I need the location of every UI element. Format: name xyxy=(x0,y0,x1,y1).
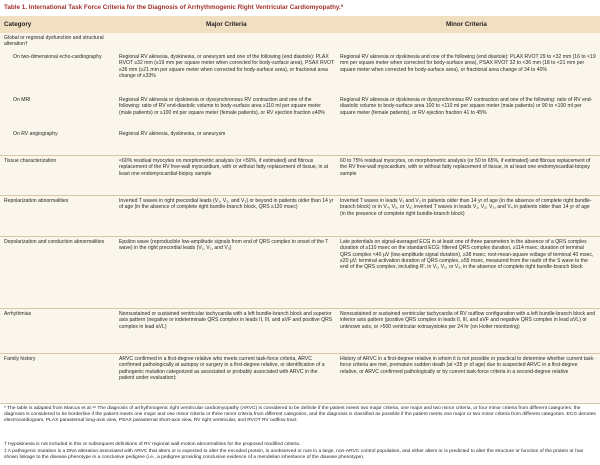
table-row xyxy=(0,95,600,129)
footnote-dagger: † Hypokinesia is not included in this or subsequent definitions of RV regional wall-motion abnormalities for the proposed modified criteria. xyxy=(4,442,301,447)
table-title-text: International Task Force Criteria for the Diagnosis of Arrhythmogenic Right Ventricular Cardiomyopathy.* xyxy=(26,4,344,11)
row-minor: Regional RV akinesia or dyskinesia or dyssynchronous RV contraction and one of the following: ratio of RV end-diastolic volume to body-surface area 100 to <110 ml per square meter (male patients) or 90 to <100 ml per square meter (female patients), or RV ejection fraction 41 to 45% xyxy=(340,97,593,116)
row-major: Regional RV akinesia, dyskinesia, or aneurysm and one of the following (end diastole): PLAX RVOT ≥32 mm (≥19 mm per square meter when corrected for body-surface area), PSAX RVOT ≥36 mm (≥21 mm per square meter when corrected for body-surface area), or fractional area change of ≤33% xyxy=(119,54,334,79)
row-major: Nonsustained or sustained ventricular tachycardia with a left bundle-branch block and superior axis pattern (negative or indeterminate QRS complex in leads II, III, and aVF and positive QRS complex in lead aVL) xyxy=(119,311,333,330)
row-category: Depolarization and conduction abnormalities xyxy=(4,239,105,245)
row-category: Tissue characterization xyxy=(4,158,57,164)
row-minor: Regional RV akinesia or dyskinesia and one of the following (end diastole): PLAX RVOT 29 to <32 mm (16 to <19 mm per square meter when corrected for body-surface area), PSAX RVOT 32 to <36 mm (18 to <21 mm per square meter when corrected for body-surface area), or fractional area change of 34 to 40% xyxy=(340,54,596,73)
row-major: Regional RV akinesia, dyskinesia, or aneurysm xyxy=(119,131,226,137)
table-footnotes xyxy=(0,403,600,465)
row-minor: History of ARVC in a first-degree relative in whom it is not possible or practical to determine whether current task-force criteria are met, premature sudden death (at <35 yr of age) due to suspected ARVC in a first-degree relative, or ARVC confirmed pathologically or by current task-force criteria in a second-degree relative xyxy=(340,356,595,375)
row-category: Global or regional dysfunction and structural alteration† xyxy=(4,35,104,48)
table-row xyxy=(0,236,600,308)
footnote-double-dagger: ‡ A pathogenic mutation is a DNA alteration associated with ARVC that alters or is expected to alter the encoded protein, is unobserved or rare in a large, non-ARVC control population, and either alters or is predicted to alter the structure or function of the protein or has shown linkage to the disease phenotype in a conclusive pedigree (i.e., a pedigree providing conclusive evidence of a mendelian inheritance of the disease phenotype). xyxy=(4,449,584,460)
row-category: Repolarization abnormalities xyxy=(4,198,69,204)
row-minor: Inverted T waves in leads V₁ and V₂ in patients older than 14 yr of age (in the absence of complete right bundle-branch block) or in V₄, V₅, or V₆; inverted T waves in leads V₁, V₂, V₃, and V₄ in patients older than 14 yr of age (in the presence of complete right bundle-branch block) xyxy=(340,198,592,217)
table-row xyxy=(0,195,600,236)
table-row xyxy=(0,353,600,403)
header-minor: Minor Criteria xyxy=(446,21,487,28)
table-header xyxy=(0,16,600,33)
table-row xyxy=(0,308,600,353)
row-major: ARVC confirmed in a first-degree relative who meets current task-force criteria, ARVC confirmed pathologically at autopsy or surgery in a first-degree relative, or identification of a pathogenic mutation categorized as associated or probably associated with ARVC in the patient under evaluation‡ xyxy=(119,356,325,381)
row-major: Inverted T waves in right precordial leads (V₁, V₂, and V₃) or beyond in patients older than 14 yr of age (in the absence of complete right bundle-branch block, QRS ≥120 msec) xyxy=(119,198,334,211)
header-major: Major Criteria xyxy=(206,21,247,28)
table-row xyxy=(0,52,600,95)
row-category: Arrhythmias xyxy=(4,311,32,317)
table-title xyxy=(0,0,600,16)
row-minor: Nonsustained or sustained ventricular tachycardia of RV outflow configuration with a left bundle-branch block and inferior axis pattern (positive QRS complex in leads II, III, and aVF and negative QRS complex in lead aVL) or unknown axis, or >500 ventricular extrasystoles per 24 hr (on Holter monitoring) xyxy=(340,311,596,330)
header-category: Category xyxy=(4,21,32,28)
row-major: Regional RV akinesia or dyskinesia or dyssynchronous RV contraction and one of the following: ratio of RV end-diastolic volume to body-surface area ≥110 ml per square meter (male patients) or ≥100 ml per square meter (female patients), or RV ejection fraction ≤40% xyxy=(119,97,325,116)
row-major: Epsilon wave (reproducible low-amplitude signals from end of QRS complex to onset of the T wave) in the right precordial leads (V₁, V₂, and V₃) xyxy=(119,239,329,252)
row-category: On RV angiography xyxy=(13,131,58,137)
row-minor: 60 to 75% residual myocytes, on morphometric analysis (or 50 to 65%, if estimated) and fibrous replacement of the RV free-wall myocardium, with or without fatty replacement of tissue, in at least one endomyocardial-biopsy sample xyxy=(340,158,591,177)
footnote-asterisk: * The table is adapted from Marcus et al.⁴⁶ The diagnosis of arrhythmogenic right ventricular cardiomyopathy (ARVC) is considered to be definite if the patient meets two major criteria, one major and two minor criteria, or four minor criteria from different categories; the diagnosis is considered to be borderline if the patient meets one major and one minor criteria or three minor criteria from different categories, and the diagnosis is classified as possible if the patient meets one major or two minor criteria from different categories. ECG denotes electrocardiogram, PLAX parasternal long-axis view, PSAX parasternal short-axis view, RV right ventricular, and RVOT RV outflow tract. xyxy=(4,406,596,423)
row-category: On two-dimensional echo-cardiography xyxy=(13,54,102,60)
row-category: Family history xyxy=(4,356,36,362)
table-row xyxy=(0,33,600,52)
table-row xyxy=(0,129,600,155)
table-row xyxy=(0,155,600,195)
row-major: <60% residual myocytes on morphometric analysis (or <50%, if estimated) and fibrous replacement of the RV free-wall myocardium, with or without fatty replacement of tissue, in at least one endomyocardial-biopsy sample xyxy=(119,158,329,177)
row-minor: Late potentials on signal-averaged ECG in at least one of three parameters in the absence of a QRS complex duration of ≥110 msec on the standard ECG: filtered QRS complex duration, ≥114 msec; duration of terminal QRS complex <40 μV (low-amplitude signal duration), ≥38 msec; root-mean-square voltage of terminal 40 msec, ≤20 μV; terminal activation duration of QRS complex, ≥55 msec, measured from the nadir of the S wave to the end of the QRS complex, including R′, in V₁, V₂, or V₃, in the absence of complete right bundle-branch block xyxy=(340,239,594,271)
row-category: On MRI xyxy=(13,97,31,103)
table-number: Table 1. xyxy=(4,4,27,11)
